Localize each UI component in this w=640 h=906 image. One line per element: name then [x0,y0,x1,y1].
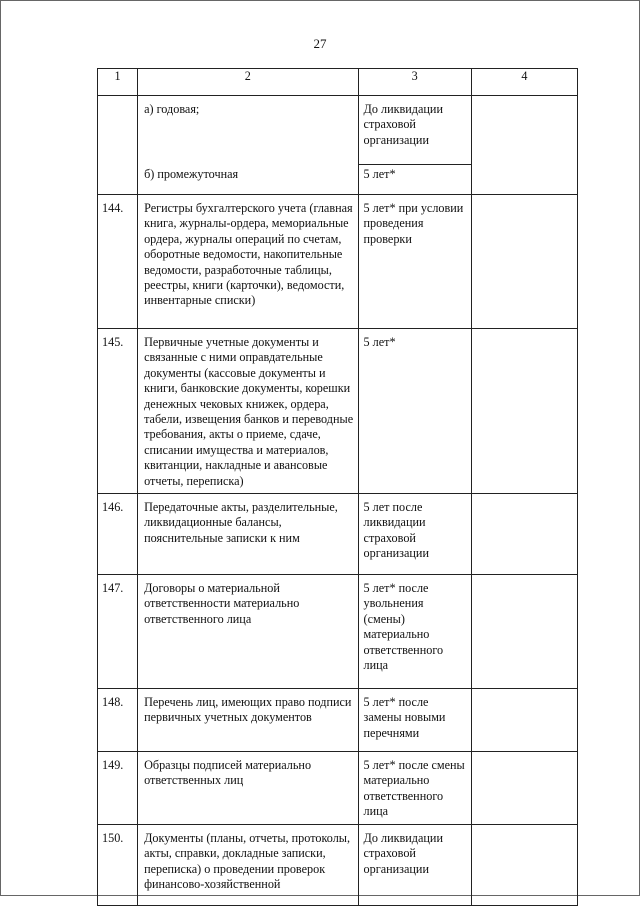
retention-period: 5 лет* при условии проведения проверки [358,195,471,329]
table-row [98,825,578,906]
note [471,195,577,329]
table-row [98,494,578,575]
row-number: 145. [98,329,138,494]
document-type: Документы (планы, отчеты, протоколы, акты, справки, докладные записки, переписка) о проведении проверок финансово-хозяйственной [138,825,358,906]
note [471,494,577,575]
header-cell-3: 3 [358,69,471,96]
table-row [98,752,578,825]
note [471,689,577,752]
row-number: 148. [98,689,138,752]
document-type: а) годовая; [138,96,358,165]
page-number: 27 [313,36,327,51]
retention-schedule-table [97,68,578,906]
note [471,575,577,689]
table-row [98,195,578,329]
row-number: 146. [98,494,138,575]
row-number [98,165,138,195]
header-cell-2: 2 [138,69,358,96]
note [471,752,577,825]
header-cell-4: 4 [471,69,577,96]
retention-period: До ликвидации страховой организации [358,96,471,165]
retention-period: 5 лет* [358,165,471,195]
table-row [98,575,578,689]
document-type: Договоры о материальной ответственности материально ответственного лица [138,575,358,689]
retention-period: 5 лет* после увольнения (смены) материально ответственного лица [358,575,471,689]
retention-period: 5 лет после ликвидации страховой организации [358,494,471,575]
table-row [98,689,578,752]
table-row [98,329,578,494]
scan-border-top [0,0,640,1]
retention-period: 5 лет* [358,329,471,494]
row-number [98,96,138,165]
retention-period: 5 лет* после смены материально ответственного лица [358,752,471,825]
note [471,96,577,165]
note [471,329,577,494]
note [471,165,577,195]
document-type: Первичные учетные документы и связанные с ними оправдательные документы (кассовые документы и книги, банковские документы, корешки денежных чековых книжек, ордера, табели, извещения банков и переводные требования, акты о приеме, сдаче, списании имущества и материалов, квитанции, накладные и авансовые отчеты, переписка) [138,329,358,494]
table-header-row [98,69,578,96]
row-number: 149. [98,752,138,825]
row-number: 150. [98,825,138,906]
header-cell-1: 1 [98,69,138,96]
document-type: Передаточные акты, разделительные, ликвидационные балансы, пояснительные записки к ним [138,494,358,575]
note [471,825,577,906]
document-type: б) промежуточная [138,165,358,195]
table-row [98,165,578,195]
document-type: Регистры бухгалтерского учета (главная книга, журналы-ордера, мемориальные ордера, журналы операций по счетам, оборотные ведомости, накопительные ведомости, разработочные таблицы, реестры, книги (карточки), ведомости, инвентарные списки) [138,195,358,329]
row-number: 144. [98,195,138,329]
retention-period: До ликвидации страховой организации [358,825,471,906]
retention-period: 5 лет* после замены новыми перечнями [358,689,471,752]
scan-border-left [0,0,1,896]
table-row [98,96,578,165]
row-number: 147. [98,575,138,689]
document-type: Перечень лиц, имеющих право подписи первичных учетных документов [138,689,358,752]
document-type: Образцы подписей материально ответственных лиц [138,752,358,825]
